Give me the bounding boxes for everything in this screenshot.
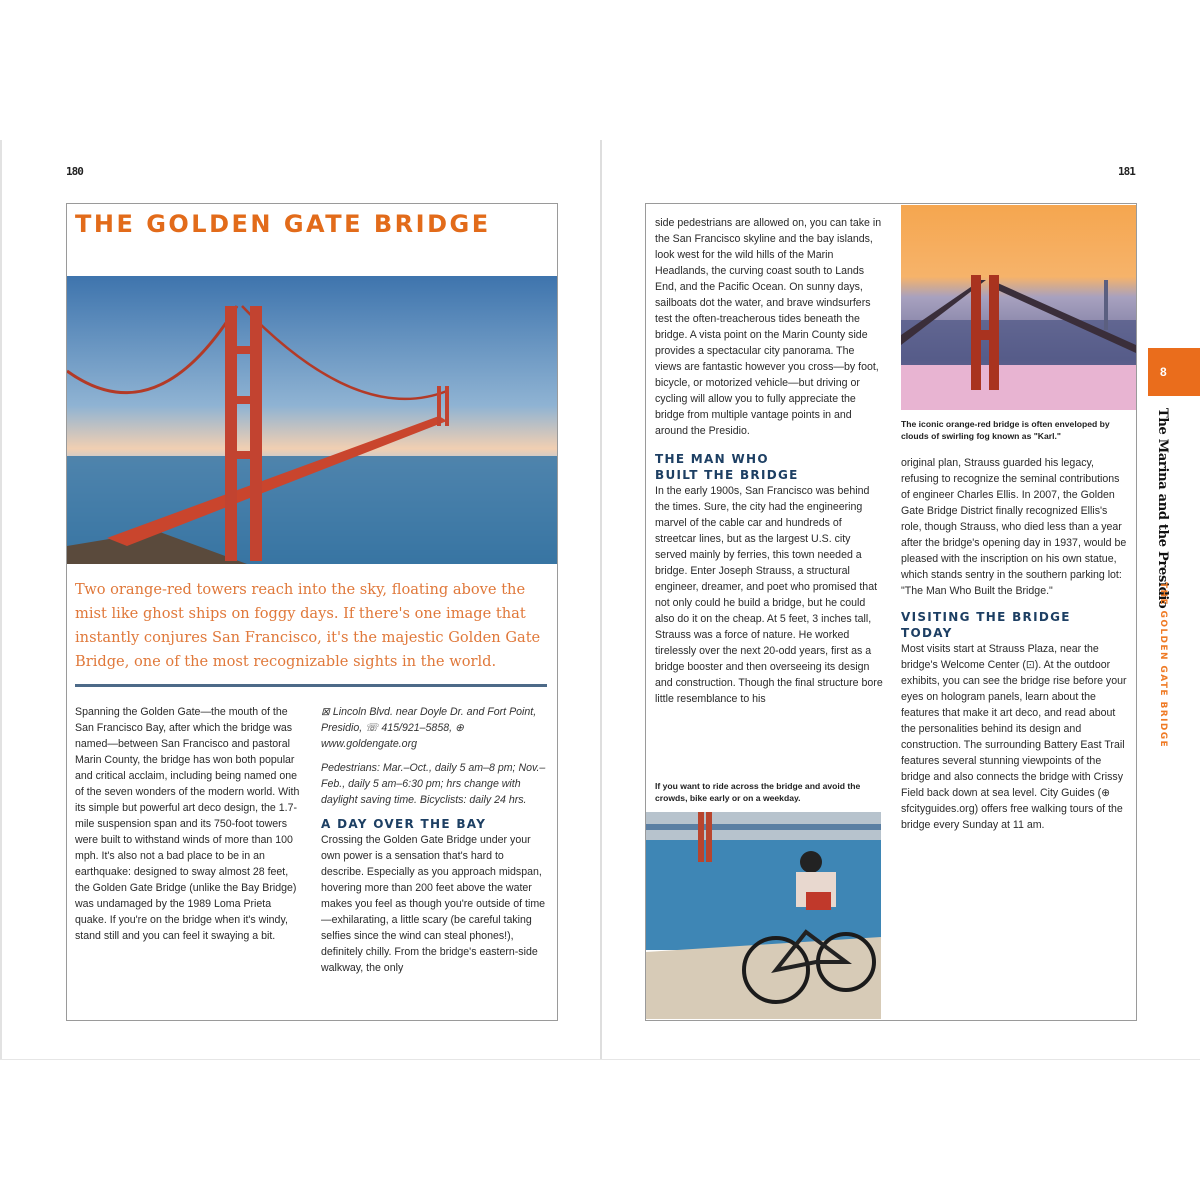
body-text: Spanning the Golden Gate—the mouth of the San Francisco Bay, after which the bridge was named—between San Francisco and pastoral Marin County, the bridge has won both popular and critical acclaim, including being named one of the seven wonders of the modern world. With its simple but powerful art deco design, the 1.7-mile suspension span and its 750-foot towers were built to withstand winds of more than 100 mph. It's also not a bad place to be in an earthquake: designed to sway almost 28 feet, the Golden Gate Bridge (unlike the Bay Bridge) was undamaged by the 1989 Loma Prieta quake. If you're on the bridge when it's windy, stand still and you can feel it swaying a bit. [75, 706, 300, 942]
page-bottom-edge [0, 1059, 1200, 1060]
fog-bridge-photo [901, 205, 1136, 410]
heading-man-who-built: THE MAN WHO BUILT THE BRIDGE [655, 452, 799, 482]
address-info: ⊠ Lincoln Blvd. near Doyle Dr. and Fort Point, Presidio, ☏ 415/921–5858, ⊕ www.goldengate.org [321, 706, 537, 750]
page-number-right: 181 [1118, 165, 1135, 178]
page-edge [0, 140, 2, 1060]
page-number-left: 180 [66, 165, 83, 178]
chapter-title-vertical: The Marina and the Presidio [1155, 408, 1170, 609]
cyclist-photo [646, 812, 881, 1019]
chapter-tab [1148, 348, 1200, 396]
body-column-4 [901, 455, 1127, 833]
book-gutter [600, 140, 602, 1060]
body-text: Most visits start at Strauss Plaza, near the bridge's Welcome Center (⊡). At the outdoor exhibits, you can see the bridge rise before your eyes on hologram panels, learn about the features that make it art deco, and read about the personalities behind its design and construction. The surrounding Battery East Trail features several stunning viewpoints of the bridge and also connects the bridge with Crissy Field back down at sea level. City Guides (⊕ sfcityguides.org) offers free walking tours of the bridge every Sunday at 11 am. [901, 643, 1127, 831]
body-column-2 [321, 704, 549, 976]
body-column-1 [75, 704, 303, 944]
fog-photo-caption: The iconic orange-red bridge is often enveloped by clouds of swirling fog known as "Karl." [901, 419, 1110, 441]
heading-day-over-bay: A DAY OVER THE BAY [321, 817, 487, 831]
heading-visiting-today: VISITING THE BRIDGE TODAY [901, 610, 1071, 640]
body-text: Crossing the Golden Gate Bridge under your own power is a sensation that's hard to describe. Especially as you approach midspan, hovering more than 200 feet above the water makes you feel as though you're outside of time—exhilarating, a little scary (be careful taking selfies since the wind can steal phones!), definitely chilly. From the bridge's eastern-side walkway, the only [321, 834, 546, 974]
body-text: side pedestrians are allowed on, you can take in the San Francisco skyline and the bay islands, look west for the wild hills of the Marin Headlands, the curving coast south to Lands End, and the Pacific Ocean. On sunny days, sailboats dot the water, and brave windsurfers test the often-treacherous tides beneath the bridge. A vista point on the Marin County side provides a spectacular city panorama. The views are fantastic however you cross—by foot, bicycle, or motorized vehicle—but driving or cycling will allow you to fully appreciate the bridge from multiple vantage points in and around the Presidio. [655, 217, 882, 437]
hero-photo-golden-gate [67, 276, 557, 564]
bike-photo-caption: If you want to ride across the bridge and avoid the crowds, bike early or on a weekday. [655, 781, 861, 803]
body-text: In the early 1900s, San Francisco was behind the times. Sure, the city had the engineering marvel of the cable car and hundreds of streetcar lines, but as the largest U.S. city served mainly by ferries, this town needed a bridge. Enter Joseph Strauss, a structural engineer, dreamer, and poet who promised that not only could he build a bridge, but he could also do it on the cheap. At 5 feet, 3 inches tall, Strauss was a force of nature. He worked tirelessly over the next 20-odd years, first as a bridge booster and then overseeing its design and construction. Though the final structure bore little resemblance to his [655, 485, 883, 705]
topic-title-vertical: THE GOLDEN GATE BRIDGE [1158, 582, 1168, 749]
hours-info: Pedestrians: Mar.–Oct., daily 5 am–8 pm; Nov.–Feb., daily 5 am–6:30 pm; hrs change with daylight saving time. Bicyclists: daily 24 hrs. [321, 762, 546, 806]
body-text: original plan, Strauss guarded his legacy, refusing to recognize the seminal contributions of engineer Charles Ellis. In 2007, the Golden Gate Bridge District finally recognized Ellis's role, though Strauss, who died less than a year after the bridge's opening day in 1937, would be pleased with the inscription on his own statue, which stands sentry in the southern parking lot: "The Man Who Built the Bridge." [901, 457, 1127, 597]
body-column-3 [655, 215, 883, 707]
chapter-number: 8 [1160, 365, 1167, 379]
intro-paragraph: Two orange-red towers reach into the sky, floating above the mist like ghost ships on foggy days. If there's one image that instantly conjures San Francisco, it's the majestic Golden Gate Bridge, one of the most recognizable sights in the world. [75, 581, 541, 670]
section-divider [75, 684, 547, 687]
feature-title: THE GOLDEN GATE BRIDGE [75, 210, 491, 238]
